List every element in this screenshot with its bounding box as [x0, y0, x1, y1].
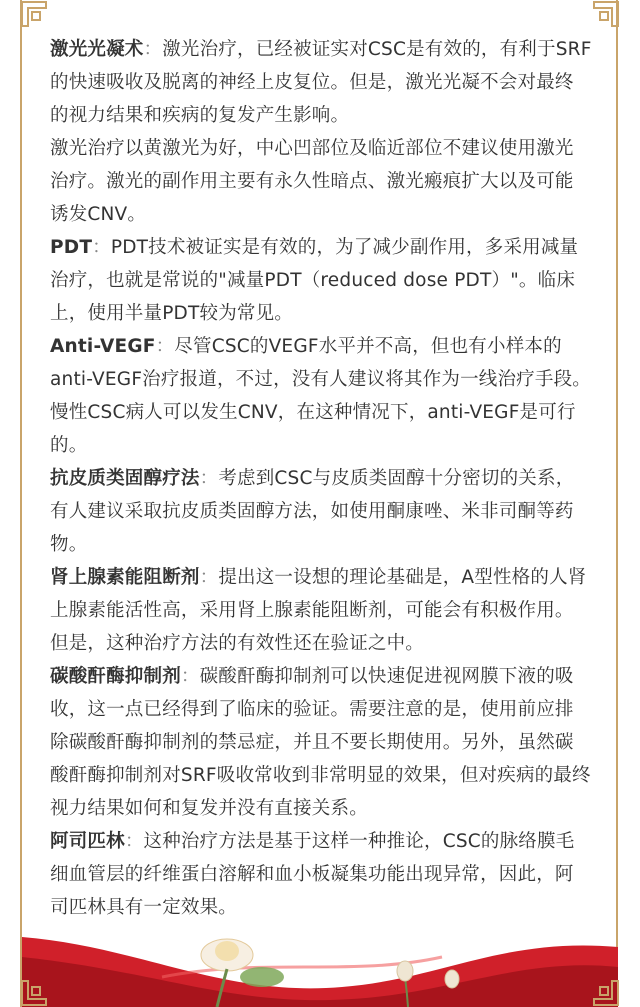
paragraph-term: 激光光凝术	[50, 39, 144, 60]
paragraph-text: 提出这一设想的理论基础是，A型性格的人肾上腺素能活性高，采用肾上腺素能阻断剂，可能会有积极作用。但是，这种治疗方法的有效性还在验证之中。	[50, 567, 587, 654]
paragraph	[50, 825, 592, 924]
paragraph	[50, 132, 592, 231]
paragraph-text: 碳酸酐酶抑制剂可以快速促进视网膜下液的吸收，这一点已经得到了临床的验证。需要注意的是，使用前应排除碳酸酐酶抑制剂的禁忌症，并且不要长期使用。另外，虽然碳酸酐酶抑制剂对SRF吸收常收到非常明显的效果，但对疾病的最终视力结果如何和复发并没有直接关系。	[50, 666, 591, 819]
paragraph	[50, 33, 592, 132]
paragraph-term: 抗皮质类固醇疗法	[50, 468, 200, 489]
corner-ornament-icon	[20, 979, 48, 1007]
corner-ornament-icon	[592, 0, 620, 28]
footer-ribbon-illustration	[22, 927, 618, 1007]
term-separator: ：	[155, 336, 175, 357]
paragraph-text: 激光治疗以黄激光为好，中心凹部位及临近部位不建议使用激光治疗。激光的副作用主要有永久性暗点、激光瘢痕扩大以及可能诱发CNV。	[50, 138, 574, 225]
paragraph	[50, 660, 592, 825]
term-separator: ：	[199, 567, 219, 588]
paragraph-term: 阿司匹林	[50, 831, 125, 852]
paragraph-term: 肾上腺素能阻断剂	[50, 567, 200, 588]
paragraph-text: 这种治疗方法是基于这样一种推论，CSC的脉络膜毛细血管层的纤维蛋白溶解和血小板凝集功能出现异常，因此，阿司匹林具有一定效果。	[50, 831, 575, 918]
paragraph	[50, 561, 592, 660]
term-separator: ：	[92, 237, 111, 258]
article-body	[50, 33, 592, 924]
term-separator: ：	[199, 468, 219, 489]
paragraph-term: Anti-VEGF	[50, 336, 156, 357]
term-separator: ：	[180, 666, 200, 687]
paragraph	[50, 231, 592, 330]
corner-ornament-icon	[20, 0, 48, 28]
paragraph-text: 考虑到CSC与皮质类固醇十分密切的关系，有人建议采取抗皮质类固醇方法，如使用酮康唑、米非司酮等药物。	[50, 468, 575, 555]
paragraph-text: PDT技术被证实是有效的，为了减少副作用，多采用减量治疗，也就是常说的"减量PDT（reduced dose PDT）"。临床上，使用半量PDT较为常见。	[50, 237, 579, 324]
paragraph-text: 激光治疗，已经被证实对CSC是有效的，有利于SRF的快速吸收及脱离的神经上皮复位。但是，激光光凝不会对最终的视力结果和疾病的复发产生影响。	[50, 39, 592, 126]
paragraph-term: PDT	[50, 237, 93, 258]
paragraph	[50, 462, 592, 561]
paragraph-term: 碳酸酐酶抑制剂	[50, 666, 181, 687]
paragraph	[50, 330, 592, 462]
term-separator: ：	[143, 39, 163, 60]
term-separator: ：	[124, 831, 144, 852]
paragraph-text: 尽管CSC的VEGF水平并不高，但也有小样本的anti-VEGF治疗报道，不过，没有人建议将其作为一线治疗手段。慢性CSC病人可以发生CNV，在这种情况下，anti-VEGF是可行的。	[50, 336, 591, 456]
corner-ornament-icon	[592, 979, 620, 1007]
